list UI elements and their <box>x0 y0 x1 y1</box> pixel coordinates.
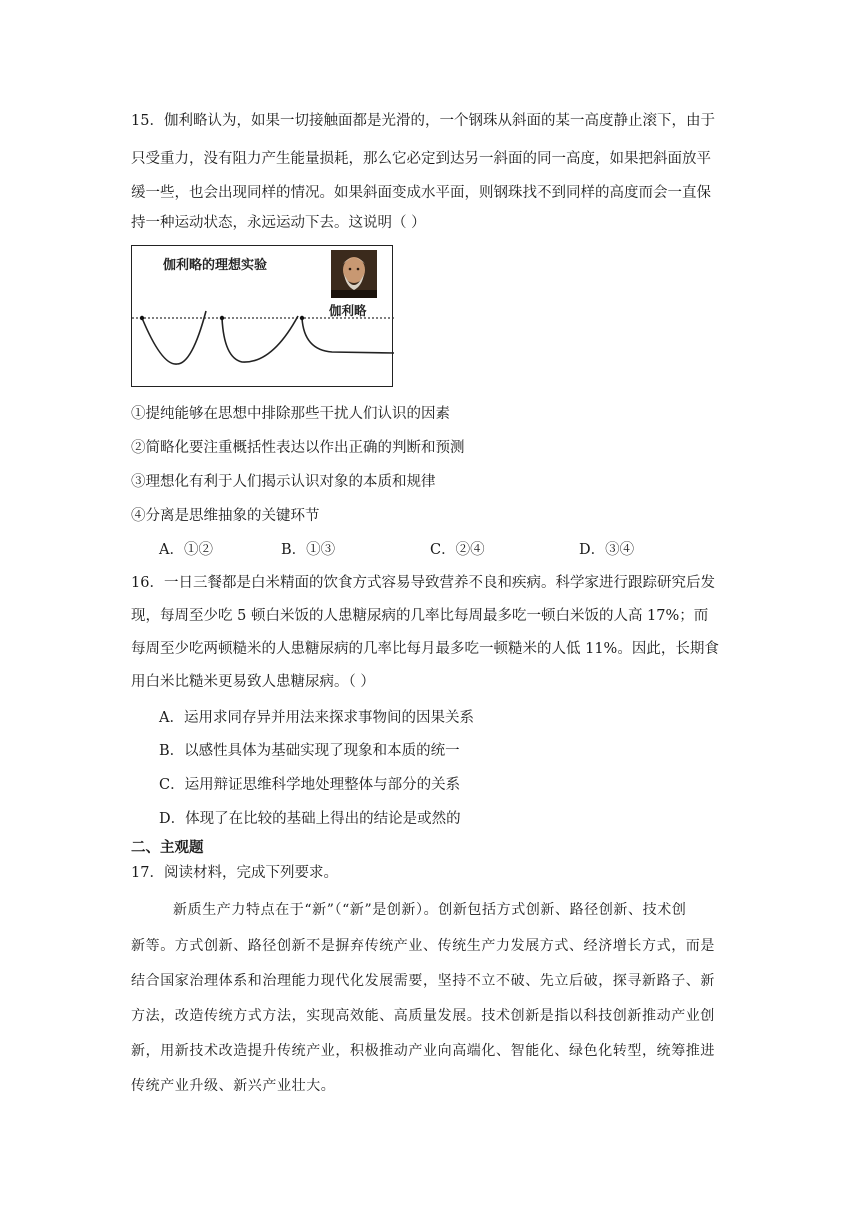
q15-statement-1: ①提纯能够在思想中排除那些干扰人们认识的因素 <box>131 406 450 422</box>
q16-line-1: 16．一日三餐都是白米精面的饮食方式容易导致营养不良和疾病。科学家进行跟踪研究后发 <box>131 575 715 591</box>
q16-option-c: C．运用辩证思维科学地处理整体与部分的关系 <box>159 777 461 793</box>
experiment-diagram <box>132 246 394 388</box>
q15-option-d: D．③④ <box>579 542 635 558</box>
q17-material-line-4: 方法，改造传统方式方法，实现高效能、高质量发展。技术创新是指以科技创新推动产业创 <box>131 1008 715 1024</box>
figure-title: 伽利略的理想实验 <box>163 258 268 273</box>
galileo-experiment-figure <box>131 245 393 387</box>
q15-option-a: A．①② <box>159 542 213 558</box>
q15-line-3: 缓一些，也会出现同样的情况。如果斜面变成水平面，则钢珠找不到同样的高度而会一直保 <box>131 185 711 201</box>
q15-statement-4: ④分离是思维抽象的关键环节 <box>131 508 320 524</box>
q15-option-b: B．①③ <box>281 542 336 558</box>
q17-material-line-1: 新质生产力特点在于“新”（“新”是创新）。创新包括方式创新、路径创新、技术创 <box>173 902 687 918</box>
curve-gentle <box>222 316 298 362</box>
q15-option-c: C．②④ <box>430 542 485 558</box>
q16-line-4: 用白米比糙米更易致人患糖尿病。（ ） <box>131 674 375 690</box>
q15-line-2: 只受重力，没有阻力产生能量损耗，那么它必定到达另一斜面的同一高度，如果把斜面放平 <box>131 151 711 167</box>
curve-steep <box>142 311 206 364</box>
q17-prompt: 17．阅读材料，完成下列要求。 <box>131 865 338 881</box>
ball-2 <box>220 316 224 320</box>
q15-line-1: 15．伽利略认为，如果一切接触面都是光滑的，一个钢珠从斜面的某一高度静止滚下，由于 <box>131 113 715 129</box>
ball-1 <box>140 316 144 320</box>
q16-option-b: B．以感性具体为基础实现了现象和本质的统一 <box>159 743 460 759</box>
figure-caption: 伽利略 <box>329 303 367 318</box>
q16-option-d: D．体现了在比较的基础上得出的结论是或然的 <box>159 811 461 827</box>
q17-material-line-6: 传统产业升级、新兴产业壮大。 <box>131 1078 336 1094</box>
q15-statement-2: ②简略化要注重概括性表达以作出正确的判断和预测 <box>131 440 465 456</box>
q16-option-a: A．运用求同存异并用法来探求事物间的因果关系 <box>159 710 474 726</box>
curve-horizontal <box>302 318 394 353</box>
q17-material-line-3: 结合国家治理体系和治理能力现代化发展需要，坚持不立不破、先立后破，探寻新路子、新 <box>131 973 715 989</box>
q15-statement-3: ③理想化有利于人们揭示认识对象的本质和规律 <box>131 474 436 490</box>
q17-material-line-5: 新，用新技术改造提升传统产业，积极推动产业向高端化、智能化、绿色化转型，统筹推进 <box>131 1043 715 1059</box>
q15-line-4: 持一种运动状态，永远运动下去。这说明（ ） <box>131 215 426 231</box>
q16-line-2: 现，每周至少吃 5 顿白米饭的人患糖尿病的几率比每周最多吃一顿白米饭的人高 17%；而 <box>131 608 709 624</box>
q16-line-3: 每周至少吃两顿糙米的人患糖尿病的几率比每月最多吃一顿糙米的人低 11%。因此，长期食 <box>131 641 719 657</box>
section-heading: 二、主观题 <box>131 840 204 856</box>
ball-3 <box>300 316 304 320</box>
q17-material-line-2: 新等。方式创新、路径创新不是摒弃传统产业、传统生产力发展方式、经济增长方式，而是 <box>131 938 715 954</box>
